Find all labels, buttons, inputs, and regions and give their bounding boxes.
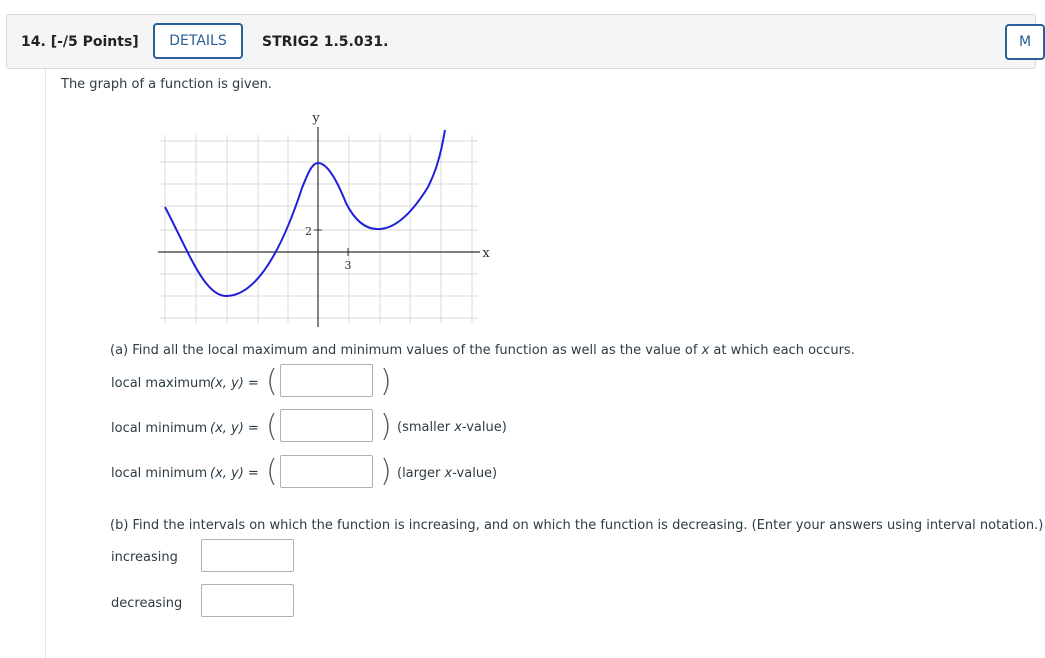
y-axis-label: y <box>312 111 320 126</box>
y-tick-label: 2 <box>305 225 312 238</box>
header-right-button[interactable]: M <box>1005 24 1045 60</box>
local-minimum-larger-input[interactable] <box>280 455 373 488</box>
close-paren: ) <box>380 409 392 444</box>
part-b-prompt: (b) Find the intervals on which the function is increasing, and on which the function is decreasing. (Enter your answers using interval notation.) <box>110 518 1044 533</box>
question-points: [-/5 Points] <box>50 34 139 50</box>
smaller-note-end: -value) <box>461 420 507 435</box>
open-paren: ( <box>266 409 278 444</box>
function-curve <box>165 130 445 296</box>
local-maximum-coords-label: (x, y) = <box>210 376 259 391</box>
part-a-prompt-variable: x <box>701 343 710 358</box>
decreasing-label: decreasing <box>111 596 183 611</box>
increasing-input[interactable] <box>201 539 294 572</box>
x-axis-label: x <box>482 246 490 261</box>
question-id: STRIG2 1.5.031. <box>262 34 389 50</box>
part-a-prompt-start: (a) Find all the local maximum and minimum values of the function as well as the value of <box>110 343 702 358</box>
smaller-note-start: (smaller <box>397 420 455 435</box>
content-left-rule <box>45 69 46 658</box>
function-graph <box>150 105 490 335</box>
x-tick-label: 3 <box>344 259 352 272</box>
local-maximum-input[interactable] <box>280 364 373 397</box>
part-a-prompt-end: at which each occurs. <box>709 343 855 358</box>
larger-note-end: -value) <box>452 466 498 481</box>
larger-note-variable: x <box>444 466 453 481</box>
local-minimum-larger-coords-label: (x, y) = <box>210 466 259 481</box>
larger-x-value-note <box>397 466 497 481</box>
increasing-label: increasing <box>111 550 178 565</box>
larger-note-start: (larger <box>397 466 445 481</box>
question-prompt: The graph of a function is given. <box>61 77 272 92</box>
open-paren: ( <box>266 364 278 399</box>
local-minimum-larger-label: local minimum <box>111 466 208 481</box>
decreasing-input[interactable] <box>201 584 294 617</box>
local-minimum-smaller-coords-label: (x, y) = <box>210 421 259 436</box>
part-a-prompt <box>110 343 855 358</box>
question-header <box>6 14 1036 69</box>
local-minimum-smaller-input[interactable] <box>280 409 373 442</box>
question-number <box>21 34 139 50</box>
question-number-text: 14. <box>21 34 46 50</box>
smaller-x-value-note <box>397 420 507 435</box>
local-minimum-smaller-label: local minimum <box>111 421 208 436</box>
local-maximum-label: local maximum <box>111 376 211 391</box>
details-button[interactable]: DETAILS <box>153 23 243 59</box>
open-paren: ( <box>266 454 278 489</box>
close-paren: ) <box>380 454 392 489</box>
smaller-note-variable: x <box>454 420 462 435</box>
close-paren: ) <box>380 364 392 399</box>
